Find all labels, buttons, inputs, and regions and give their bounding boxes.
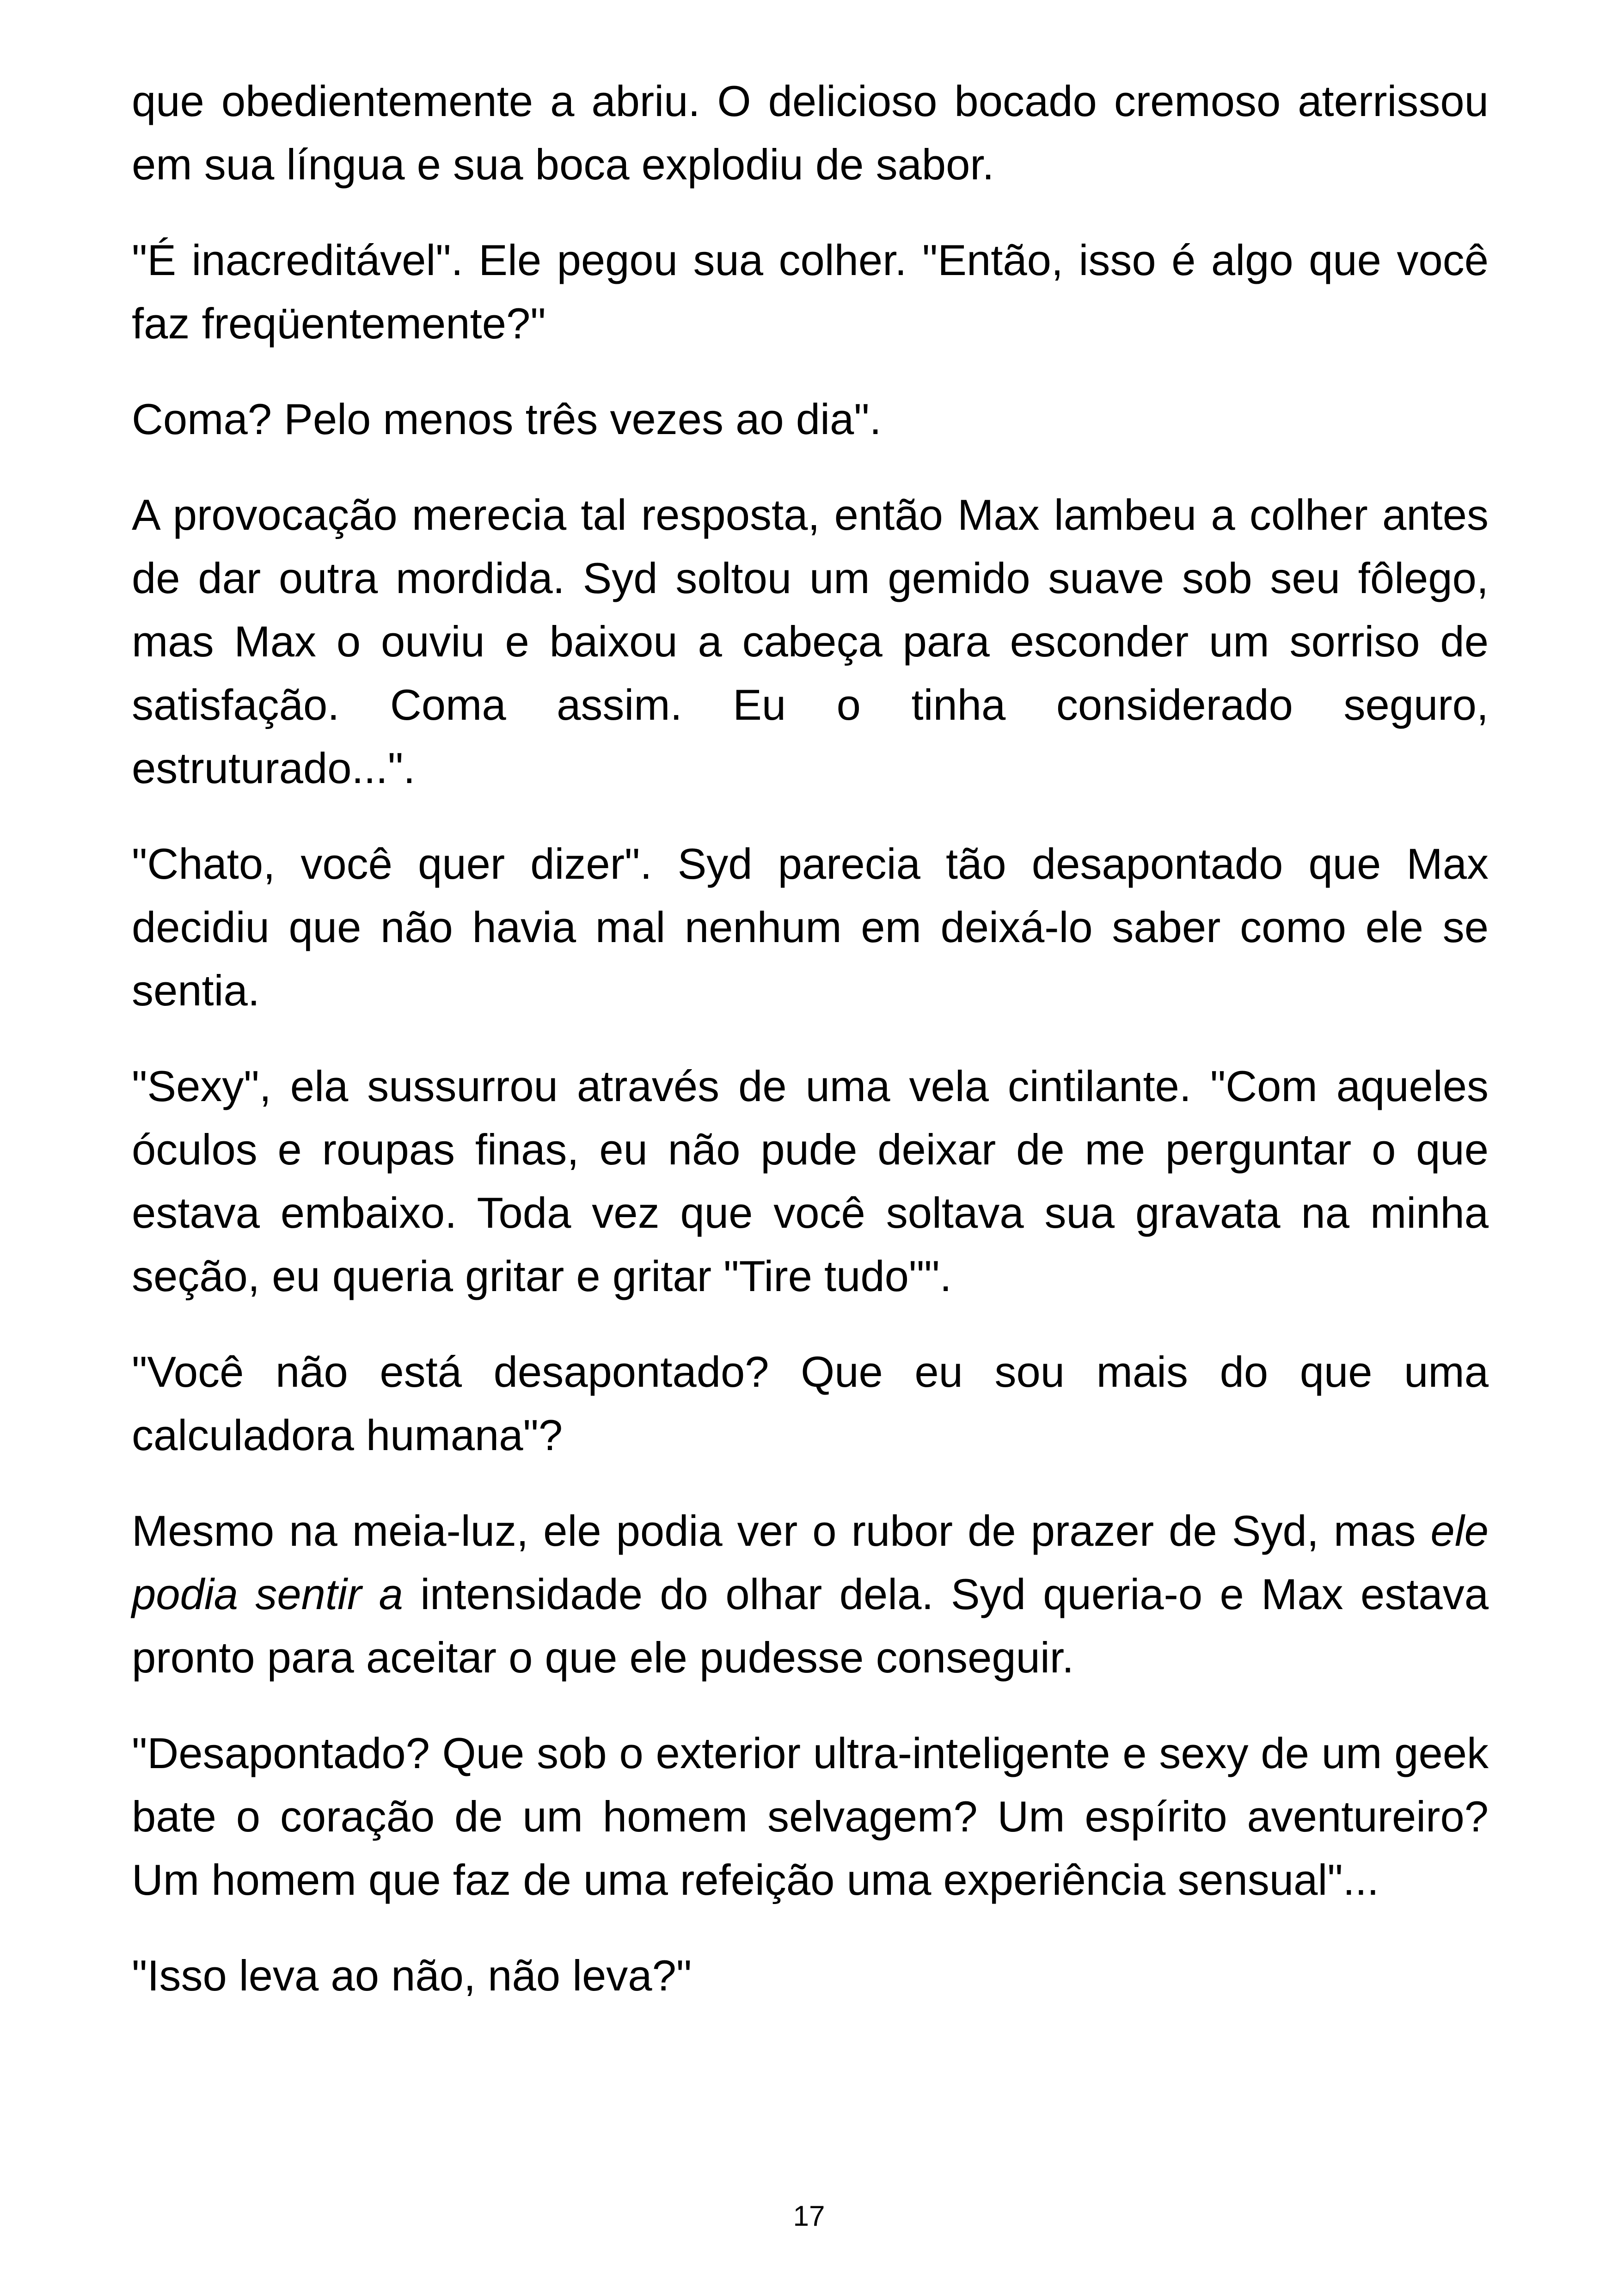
italic-phrase: ele podia sentir a bbox=[132, 1506, 1489, 1618]
paragraph-segment: Mesmo na meia-luz, ele podia ver o rubor de prazer de Syd, mas bbox=[132, 1506, 1431, 1555]
paragraph: "Desapontado? Que sob o exterior ultra-inteligente e sexy de um geek bate o coração de um homem selvagem? Um espírito aventureiro? Um homem que faz de uma refeição uma experiência sensual"... bbox=[132, 1729, 1489, 1904]
paragraph: "Chato, você quer dizer". Syd parecia tão desapontado que Max decidiu que não havia mal nenhum em deixá-lo saber como ele se sentia. bbox=[132, 839, 1489, 1015]
page-number: 17 bbox=[793, 2200, 825, 2232]
paragraph: A provocação merecia tal resposta, então Max lambeu a colher antes de dar outra mordida. Syd soltou um gemido suave sob seu fôlego, mas Max o ouviu e baixou a cabeça para esconder um sorriso de satisfação. Coma assim. Eu o tinha considerado seguro, estruturado...". bbox=[132, 490, 1489, 792]
paragraph: Coma? Pelo menos três vezes ao dia". bbox=[132, 395, 882, 443]
paragraph: "Sexy", ela sussurrou através de uma vela cintilante. "Com aqueles óculos e roupas finas, eu não pude deixar de me perguntar o que estava embaixo. Toda vez que você soltava sua gravata na minha seção, eu queria gritar e gritar "Tire tudo"". bbox=[132, 1062, 1489, 1300]
body-text bbox=[132, 69, 1489, 2039]
paragraph: "Você não está desapontado? Que eu sou mais do que uma calculadora humana"? bbox=[132, 1347, 1489, 1459]
paragraph: que obedientemente a abriu. O delicioso bocado cremoso aterrissou em sua língua e sua boca explodiu de sabor. bbox=[132, 77, 1489, 189]
paragraph: "Isso leva ao não, não leva?" bbox=[132, 1951, 692, 2000]
paragraph bbox=[132, 1499, 1489, 1689]
paragraph: "É inacreditável". Ele pegou sua colher. "Então, isso é algo que você faz freqüentemente?" bbox=[132, 236, 1489, 348]
paragraph-segment: intensidade do olhar dela. Syd queria-o e Max estava pronto para aceitar o que ele pudesse conseguir. bbox=[132, 1570, 1489, 1682]
